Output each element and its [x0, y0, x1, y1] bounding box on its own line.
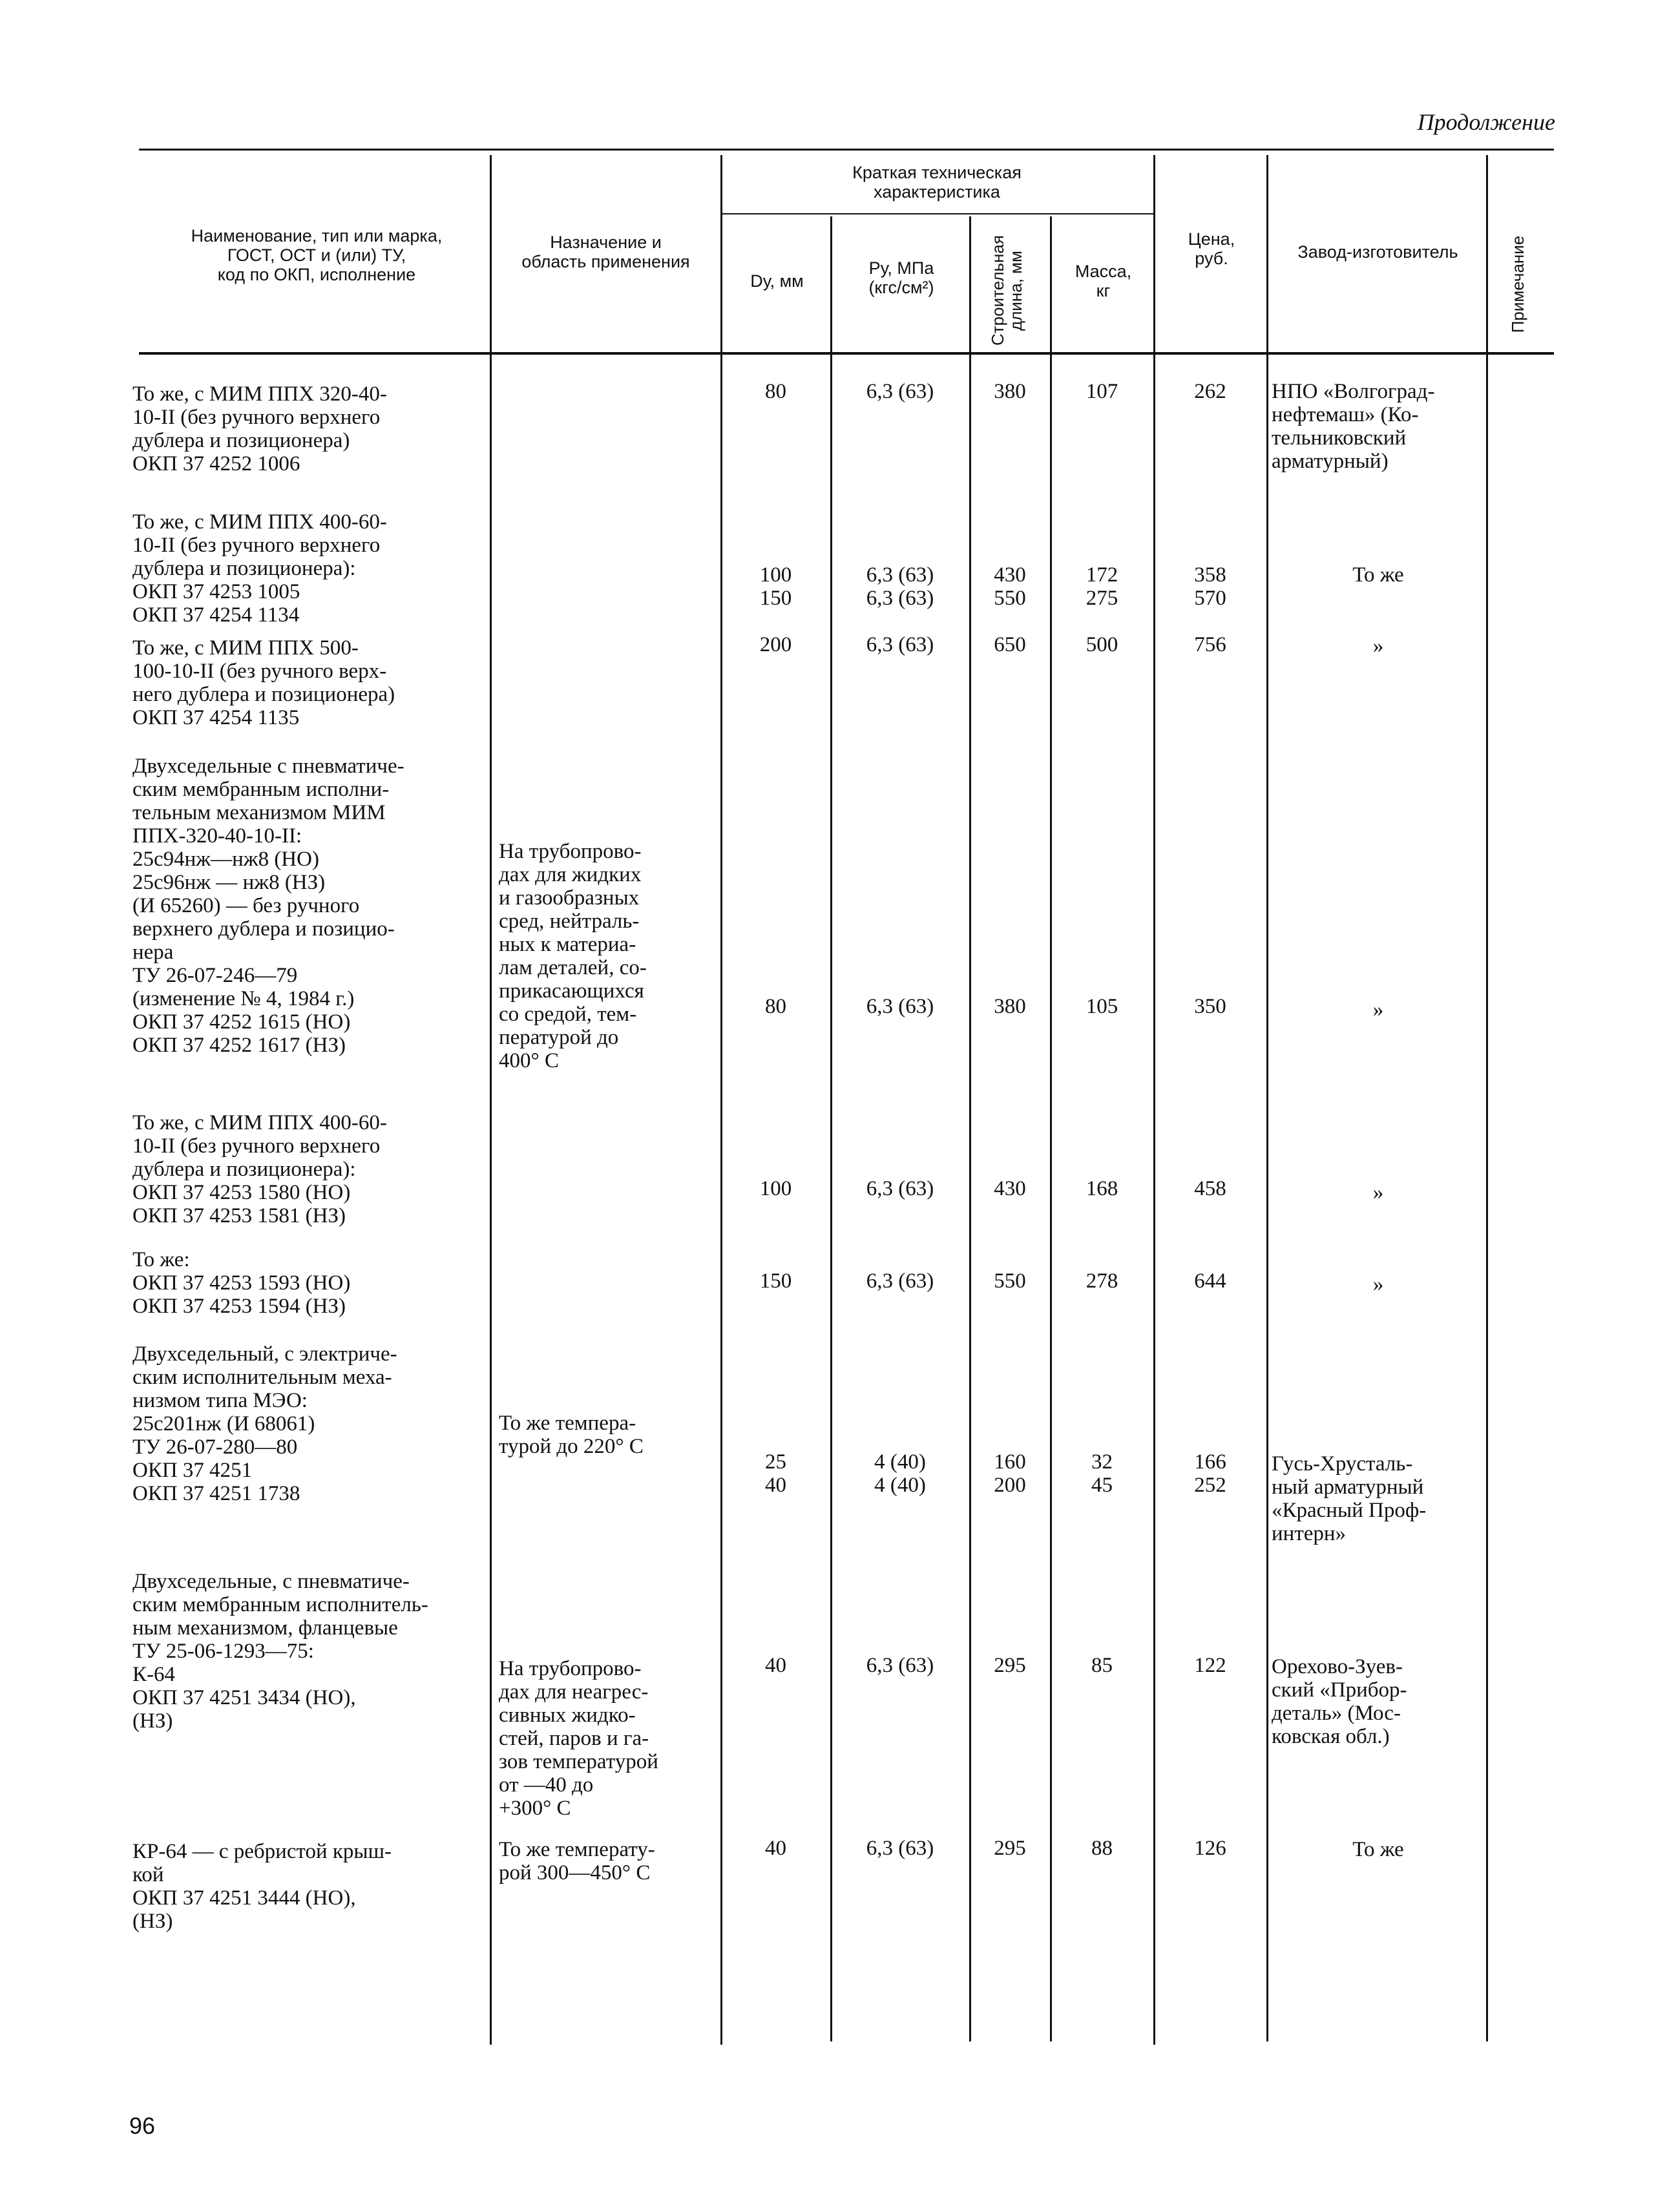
subheader-rule — [720, 213, 1153, 214]
row-maker: То же — [1352, 1838, 1404, 1861]
page-number: 96 — [129, 2113, 156, 2139]
header-note: Примечание — [1508, 235, 1527, 333]
row-purpose: На трубопрово- дах для неагрес- сивных жидко- стей, паров и га- зов температурой от —40 до +300° С — [499, 1657, 658, 1820]
row-mass: 278 — [1085, 1269, 1118, 1293]
row-price: 166 252 — [1194, 1450, 1226, 1497]
col-divider-2 — [720, 155, 722, 2045]
row-name: То же, с МИМ ППХ 320-40- 10-II (без ручного верхнего дублера и позиционера) ОКП 37 4252 1006 — [132, 382, 387, 475]
header-maker: Завод-изготовитель — [1297, 242, 1458, 262]
row-py: 6,3 (63) — [866, 995, 934, 1018]
row-dy: 80 — [765, 380, 786, 403]
row-py: 6,3 (63) — [866, 1654, 934, 1677]
row-name: То же, с МИМ ППХ 500- 100-10-II (без ручного верх- него дублера и позиционера) ОКП 37 4254 1135 — [132, 636, 395, 729]
row-maker: » — [1372, 634, 1384, 658]
row-py: 6,3 (63) — [866, 1269, 934, 1293]
row-length: 380 — [994, 995, 1026, 1018]
row-maker: Орехово-Зуев- ский «Прибор- деталь» (Мос- ковская обл.) — [1272, 1655, 1407, 1748]
row-py: 6,3 (63) — [866, 380, 934, 403]
header-name: Наименование, тип или марка, ГОСТ, ОСТ и (или) ТУ, код по ОКП, исполнение — [191, 226, 443, 284]
row-mass: 32 45 — [1091, 1450, 1113, 1497]
row-name: Двухседельные с пневматиче- ским мембранным исполни- тельным механизмом МИМ ППХ-320-40-10-II: 25с94нж—нж8 (НО) 25с96нж — нж8 (НЗ) (И 65260) — без ручного верхнего дублера и позицио- нера ТУ 26-07-246—79 (изменение № 4, 1984 г.) ОКП 37 4252 1615 (НО) ОКП 37 4252 1617 (НЗ) — [132, 755, 404, 1057]
row-price: 756 — [1194, 633, 1226, 656]
row-py: 6,3 (63) — [866, 633, 934, 656]
header-price: Цена, руб. — [1188, 229, 1235, 268]
row-name: То же, с МИМ ППХ 400-60- 10-II (без ручного верхнего дублера и позиционера): ОКП 37 4253 1580 (НО) ОКП 37 4253 1581 (НЗ) — [132, 1111, 387, 1227]
header-mass: Масса, кг — [1075, 262, 1132, 300]
row-py: 6,3 (63) 6,3 (63) — [866, 563, 934, 610]
row-price: 358 570 — [1194, 563, 1226, 610]
row-dy: 100 — [759, 1177, 792, 1200]
header-purpose: Назначение и область применения — [521, 233, 690, 271]
header-dy: Dу, мм — [750, 271, 804, 291]
col-divider-5 — [1050, 216, 1052, 2041]
row-maker: НПО «Волгоград- нефтемаш» (Ко- тельниковский арматурный) — [1272, 380, 1435, 473]
col-divider-6 — [1153, 155, 1155, 2045]
row-dy: 40 — [765, 1837, 786, 1860]
row-mass: 500 — [1085, 633, 1118, 656]
row-name: То же, с МИМ ППХ 400-60- 10-II (без ручного верхнего дублера и позиционера): ОКП 37 4253 1005 ОКП 37 4254 1134 — [132, 510, 387, 627]
col-divider-1 — [490, 155, 492, 2045]
row-mass: 168 — [1085, 1177, 1118, 1200]
row-length: 295 — [994, 1654, 1026, 1677]
row-name: КР-64 — с ребристой крыш- кой ОКП 37 4251 3444 (НО), (НЗ) — [132, 1840, 392, 1933]
header-py: Pу, МПа (кгс/см²) — [868, 258, 934, 297]
row-maker: » — [1372, 998, 1384, 1021]
row-length: 160 200 — [994, 1450, 1026, 1497]
row-length: 430 — [994, 1177, 1026, 1200]
col-divider-7 — [1266, 155, 1268, 2041]
row-dy: 100 150 — [759, 563, 792, 610]
row-purpose: То же температу- рой 300—450° С — [499, 1838, 655, 1884]
row-length: 650 — [994, 633, 1026, 656]
row-py: 4 (40) 4 (40) — [874, 1450, 926, 1497]
row-dy: 200 — [759, 633, 792, 656]
col-divider-3 — [830, 216, 832, 2041]
header-length: Строительная длина, мм — [988, 235, 1025, 346]
row-maker: » — [1372, 1181, 1384, 1204]
row-dy: 40 — [765, 1654, 786, 1677]
row-mass: 105 — [1085, 995, 1118, 1018]
row-price: 458 — [1194, 1177, 1226, 1200]
row-dy: 150 — [759, 1269, 792, 1293]
row-price: 262 — [1194, 380, 1226, 403]
row-mass: 85 — [1091, 1654, 1113, 1677]
row-price: 122 — [1194, 1654, 1226, 1677]
row-maker: То же — [1352, 563, 1404, 587]
row-mass: 107 — [1085, 380, 1118, 403]
row-maker: » — [1372, 1273, 1384, 1296]
row-dy: 25 40 — [765, 1450, 786, 1497]
row-length: 295 — [994, 1837, 1026, 1860]
row-length: 550 — [994, 1269, 1026, 1293]
row-length: 430 550 — [994, 563, 1026, 610]
row-price: 350 — [1194, 995, 1226, 1018]
header-brief-spec: Краткая техническая характеристика — [852, 163, 1022, 202]
row-name: То же: ОКП 37 4253 1593 (НО) ОКП 37 4253 1594 (НЗ) — [132, 1248, 351, 1318]
row-name: Двухседельные, с пневматиче- ским мембранным исполнитель- ным механизмом, фланцевые ТУ 25-06-1293—75: К-64 ОКП 37 4251 3434 (НО), (НЗ) — [132, 1570, 428, 1733]
row-py: 6,3 (63) — [866, 1837, 934, 1860]
col-divider-4 — [969, 216, 971, 2041]
row-purpose: На трубопрово- дах для жидких и газообразных сред, нейтраль- ных к материа- лам деталей, со- прикасающихся со средой, тем- пературой до 400° С — [499, 840, 647, 1072]
row-py: 6,3 (63) — [866, 1177, 934, 1200]
table-top-rule — [139, 149, 1554, 151]
row-maker: Гусь-Хрусталь- ный арматурный «Красный Проф- интерн» — [1272, 1452, 1427, 1545]
row-length: 380 — [994, 380, 1026, 403]
row-name: Двухседельный, с электриче- ским исполнительным меха- низмом типа МЭО: 25с201нж (И 68061) ТУ 26-07-280—80 ОКП 37 4251 ОКП 37 4251 1738 — [132, 1342, 397, 1505]
col-divider-8 — [1486, 155, 1488, 2041]
continuation-label: Продолжение — [1417, 109, 1555, 135]
row-mass: 88 — [1091, 1837, 1113, 1860]
row-price: 644 — [1194, 1269, 1226, 1293]
header-bottom-rule — [139, 352, 1554, 355]
row-mass: 172 275 — [1085, 563, 1118, 610]
row-dy: 80 — [765, 995, 786, 1018]
row-purpose: То же темпера- турой до 220° С — [499, 1412, 644, 1458]
row-price: 126 — [1194, 1837, 1226, 1860]
